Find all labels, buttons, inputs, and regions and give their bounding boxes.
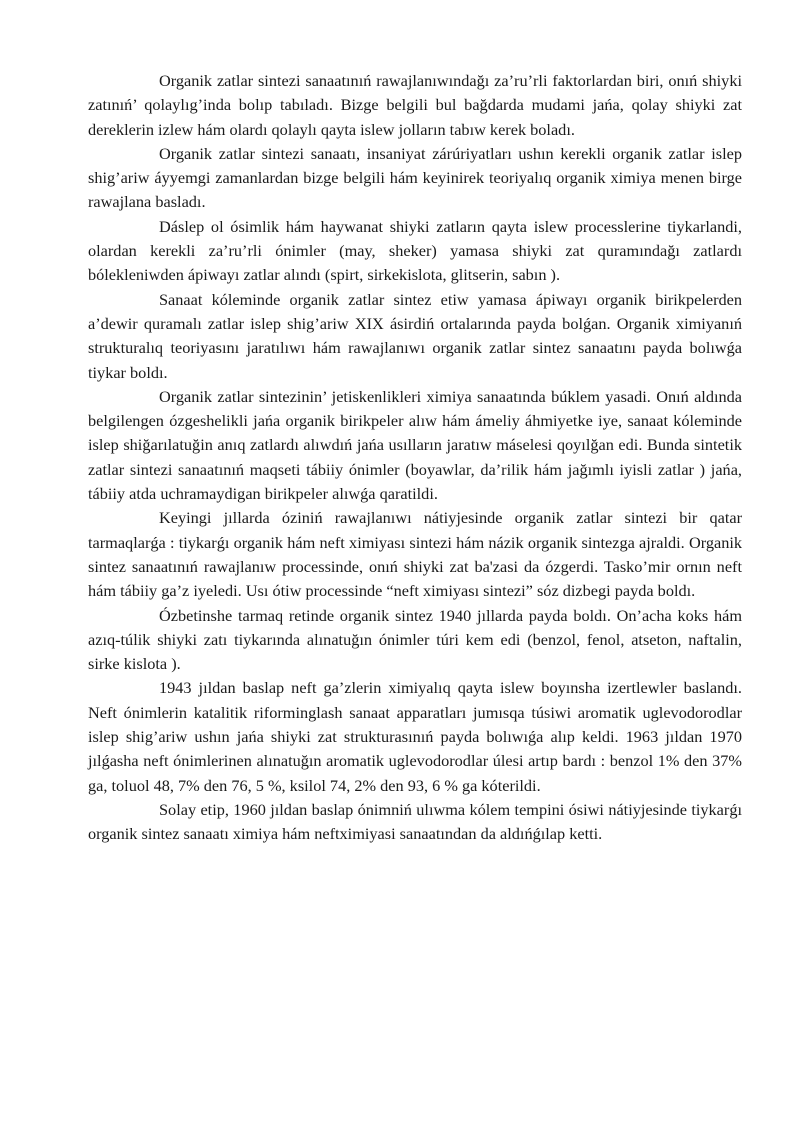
paragraph-8: 1943 jıldan baslap neft ga’zlerin ximiyalıq qayta islew boyınsha izertlewler baslandı. Neft ónimlerin katalitik riforminglash sanaat apparatları jumısqa túsiwi aromatik uglevodorodlar islep shig’ariw ushın jańa shiyki zat strukturasınıń payda bolıwıǵa alıp keldi. 1963 jıldan 1970 jılǵasha neft ónimlerinen alınatuğın aromatik uglevodorodlar úlesi artıp bardı : benzol 1% den 37% ga, toluol 48, 7% den 76, 5 %, ksilol 74, 2% den 93, 6 % ga kóterildi. — [88, 678, 742, 795]
paragraph-2: Organik zatlar sintezi sanaatı, insaniyat zárúriyatları ushın kerekli organik zatlar islep shig’ariw áyyemgi zamanlardan bizge belgili hám keyinirek teoriyalıq organik ximiya menen birge rawajlana basladı. — [88, 143, 742, 212]
paragraph-1: Organik zatlar sintezi sanaatınıń rawajlanıwındağı za’ru’rli faktorlardan biri, onıń shiyki zatınıń’ qolaylıg’inda bolıp tabıladı. Bizge belgili bul bağdarda mudami jańa, qolay shiyki zat dereklerin izlew hám olardı qolaylı qayta islew jolların tabıw kerek boladı. — [88, 71, 742, 139]
paragraph-5: Organik zatlar sintezinin’ jetiskenlikleri ximiya sanaatında búklem yasadi. Onıń aldında belgilengen ózgeshelikli jańa organik birikpeler alıw hám ámeliy áhmiyetke iye, sanaat kóleminde islep shiğarılatuğin anıq zatlardı alıwdıń jańa usılların jaratıw máselesi qoyılğan edi. Bunda sintetik zatlar sintezi sanaatınıń maqseti tábiiy ónimler (boyawlar, da’rilik hám jağımlı iyisli zatlar ) jańa, tábiiy atda uchramaydigan birikpeler alıwǵa qaratildi. — [88, 386, 742, 504]
paragraph-7: Ózbetinshe tarmaq retinde organik sintez 1940 jıllarda payda boldı. On’acha koks hám azıq-túlik shiyki zatı tiykarında alınatuğın ónimler túri kem edi (benzol, fenol, atseton, naftalin, sirke kislota ). — [88, 605, 742, 674]
paragraph-4: Sanaat kóleminde organik zatlar sintez etiw yamasa ápiwayı organik birikpelerden a’dewir quramalı zatlar islep shig’ariw XIX ásirdiń ortalarında payda bolǵan. Organik ximiyanıń strukturalıq teoriyasını jaratılıwı hám rawajlanıwı organik zatlar sintez sanaatını payda bolıwǵa tiykar boldı. — [88, 289, 742, 382]
paragraph-9: Solay etip, 1960 jıldan baslap ónimniń ulıwma kólem tempini ósiwi nátiyjesinde tiykarǵı organik sintez sanaatı ximiya hám neftximiyasi sanaatından da aldıńǵılap ketti. — [88, 799, 742, 844]
paragraph-3: Dáslep ol ósimlik hám haywanat shiyki zatların qayta islew processlerine tiykarlandi, olardan kerekli za’ru’rli ónimler (may, sheker) yamasa shiyki zat quramındağı zatlardı bólekleniwden ápiwayı zatlar alındı (spirt, sirkekislota, glitserin, sabın ). — [88, 216, 742, 285]
paragraph-6: Keyingi jıllarda óziniń rawajlanıwı nátiyjesinde organik zatlar sintezi bir qatar tarmaqlarǵa : tiykarǵı organik hám neft ximiyası sintezi hám názik organik sintezga ajraldi. Organik sintez sanaatınıń rawajlanıw processinde, onıń shiyki zat ba'zasi da ózgerdi. Tasko’mir ornın neft hám tábiiy ga’z iyeledi. Usı ótiw processinde “neft ximiyası sintezi” sóz dizbegi payda boldı. — [88, 508, 742, 601]
document-body — [88, 69, 742, 847]
